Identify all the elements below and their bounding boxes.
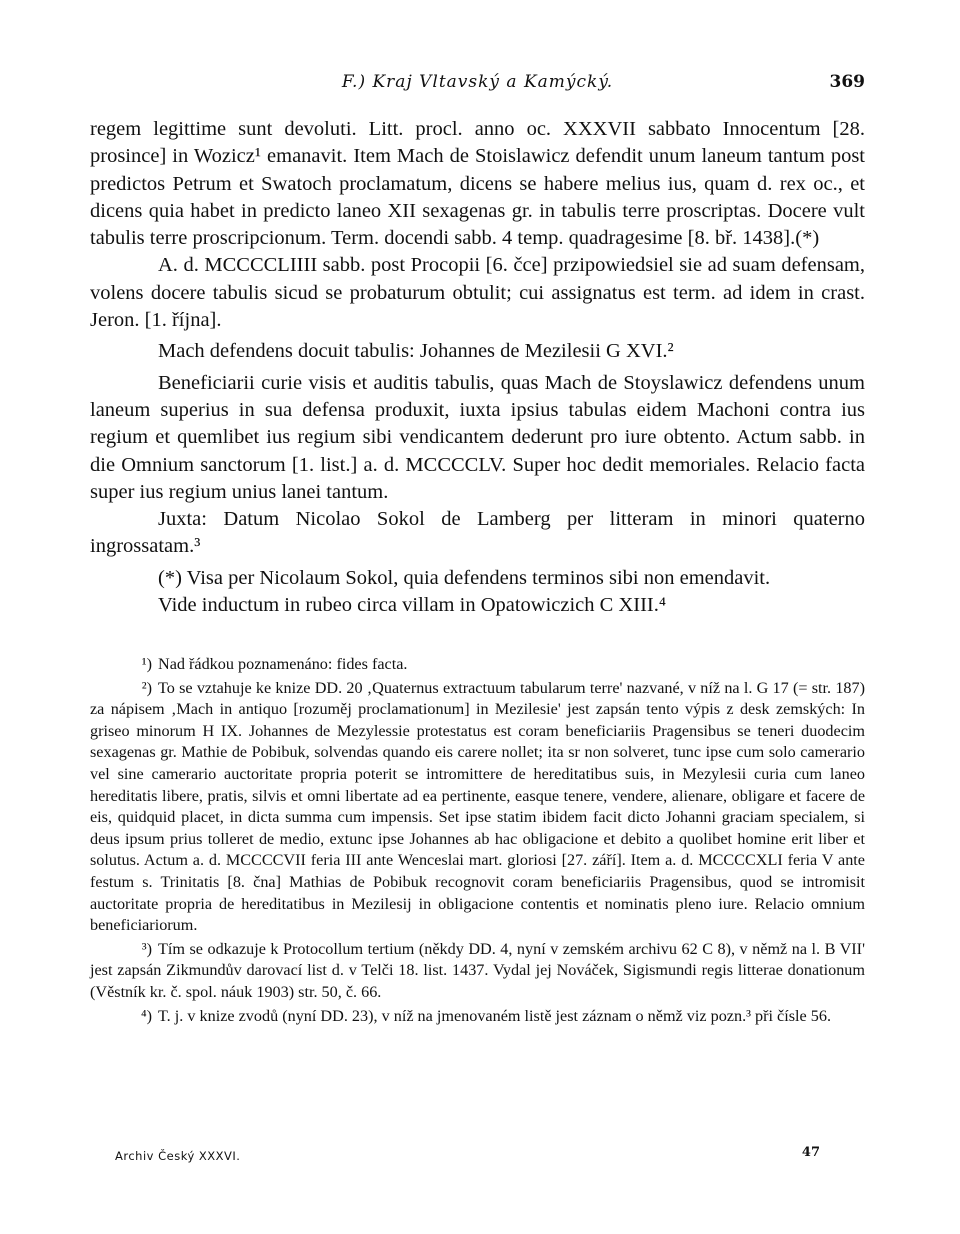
main-text bbox=[90, 116, 865, 619]
page-header bbox=[90, 72, 865, 98]
footnote-text: To se vztahuje ke knize DD. 20 ‚Quaternus extractuum tabularum terre' nazvané, v níž na l. G 17 (= str. 187) za nápisem ‚Mach in antiquo [rozuměj proclamationum] in Mezilesie' jest zapsán tento výpis z desk zemských: In griseo minorum H IX. Johannes de Mezylessie protestatus est coram beneficiariis Pragensibus se teneri duodecim sexagenas gr. Mathie de Pobibuk, solvendas quando eis carere nollet; ita sr non solveret, tunc ipse cum solo camerario vel sine camerario auctoritate propria poterit se intromittere de hereditatibus suis, in Mezylesii curia cum laneo hereditatis libere, pratis, silvis et omni libertate ad ea pertinente, easque tenere, vendere, alienare, obligare et facere de eis, quidquid placet, in dicta summa cum impensis. Set ipse statim ibidem facit dicto Johanni graciam specialem, si deus ipsum prius tolleret de medio, extunc ipse Johannes ab hac obligacione et debito a quolibet homine erit liber et solutus. Actum a. d. MCCCCVII feria III ante Wenceslai mart. gloriosi [27. září]. Item a. d. MCCCCXLI feria V ante festum s. Trinitatis [8. čna] Mathias de Pobibuk recognovit coram beneficiariis Pragensibus, quod se intromisit auctoritate propria de hereditatibus in Mezilesij in obligacione contentis et nominatis pleno iure. Relacio omnium beneficiariorum. bbox=[90, 678, 865, 935]
page-number: 369 bbox=[829, 72, 865, 92]
footnote-mark: ¹) bbox=[141, 655, 152, 673]
paragraph: Mach defendens docuit tabulis: Johannes de Mezilesii G XVI.² bbox=[158, 340, 674, 363]
page-footer bbox=[90, 1145, 865, 1165]
printer-signature: Archiv Český XXXVI. bbox=[115, 1149, 241, 1163]
running-head: F.) Kraj Vltavský a Kamýcký. bbox=[341, 72, 614, 92]
footnote-text: Nad řádkou poznamenáno: fides facta. bbox=[158, 655, 408, 673]
footnote-text: Tím se odkazuje k Protocollum tertium (někdy DD. 4, nyní v zemském archivu 62 C 8), v němž na l. B VII' jest zapsán Zikmundův darovací list d. v Telči 18. list. 1437. Vydal jej Nováček, Sigismundi regis litterae donationum (Věstník kr. č. spol. náuk 1903) str. 50, č. 66. bbox=[90, 939, 865, 1001]
footnote bbox=[90, 939, 865, 1004]
paragraph: Vide inductum in rubeo circa villam in Opatowiczich C XIII.⁴ bbox=[158, 594, 667, 617]
footnote-text: T. j. v knize zvodů (nyní DD. 23), v níž na jmenovaném listě jest záznam o němž viz pozn.³ při čísle 56. bbox=[158, 1006, 831, 1025]
paragraph: Juxta: Datum Nicolao Sokol de Lamberg per litteram in minori quaterno ingrossatam.³ bbox=[90, 508, 865, 558]
paragraph: A. d. MCCCCLIIII sabb. post Procopii [6. čce] przipowiedsiel sie ad suam defensam, volens docere tabulis sicud se probaturum obtulit; cui assignatus est term. ad idem in crast. Jeron. [1. října]. bbox=[90, 254, 865, 332]
footnote bbox=[90, 678, 865, 937]
footnote-mark: ³) bbox=[141, 939, 152, 958]
footnote-mark: ²) bbox=[141, 678, 152, 697]
footnote-mark: ⁴) bbox=[140, 1006, 152, 1025]
paragraph: regem legittime sunt devoluti. Litt. procl. anno oc. XXXVII sabbato Innocentum [28. prosince] in Wozicz¹ emanavit. Item Mach de Stoislawicz defendit unum laneum tantum post predictos Petrum et Swatoch proclamatum, dicens se habere melius ius, quam d. rex oc., et dicens quia habet in predicto laneo XII sexagenas gr. in tabulis terre proscriptas. Docere vult tabulis terre proscripcionum. Term. docendi sabb. 4 temp. quadragesime [8. bř. 1438].(*) bbox=[90, 118, 865, 250]
sheet-number: 47 bbox=[801, 1145, 820, 1160]
paragraph: Beneficiarii curie visis et auditis tabulis, quas Mach de Stoyslawicz defendens unum laneum superius in sua defensa produxit, iuxta ipsius tabulas eidem Machoni contra ius regium et quemlibet ius regium sibi vendicantem dederunt pro iure obtento. Actum sabb. in die Omnium sanctorum [1. list.] a. d. MCCCCLV. Super hoc dedit memoriales. Relacio facta super ius regium unius lanei tantum. bbox=[90, 371, 865, 503]
footnotes bbox=[90, 654, 865, 1029]
footnote bbox=[90, 654, 865, 676]
footnote bbox=[90, 1006, 865, 1028]
paragraph: (*) Visa per Nicolaum Sokol, quia defendens terminos sibi non emendavit. bbox=[158, 566, 771, 589]
